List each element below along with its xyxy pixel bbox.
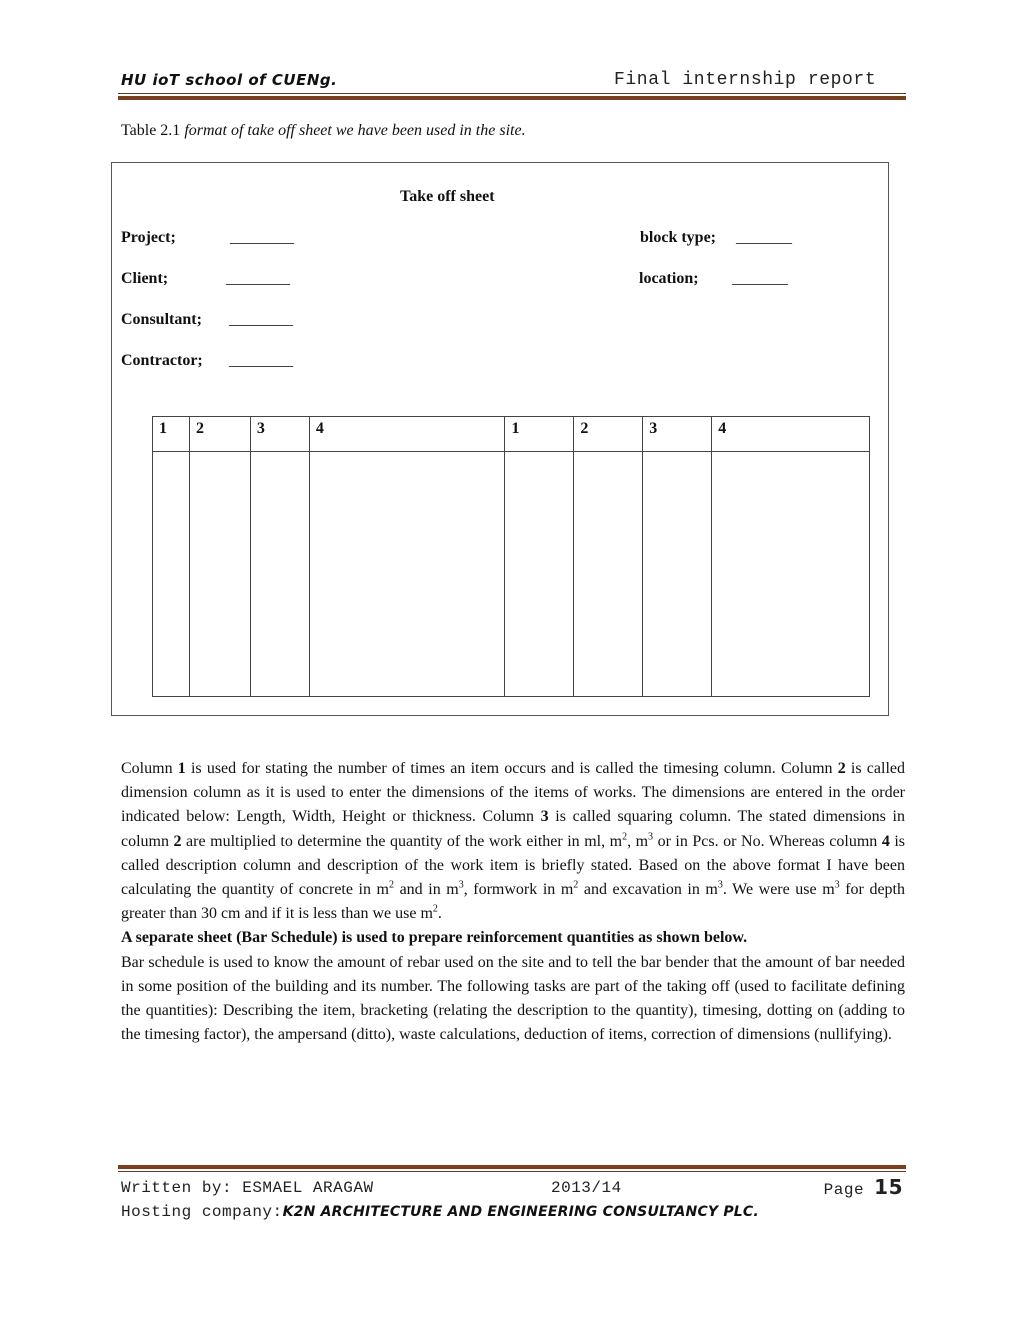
- footer-author: Written by: ESMAEL ARAGAW: [121, 1179, 374, 1197]
- bar-schedule-heading: [121, 926, 905, 950]
- header-rule-thick: [118, 96, 906, 100]
- contractor-blank: ________: [229, 352, 293, 369]
- table-cell: [643, 452, 712, 697]
- project-label: Project;: [121, 229, 176, 246]
- block-type-label: block type;: [640, 229, 716, 246]
- table-cell: [153, 452, 190, 697]
- table-caption: [121, 122, 526, 140]
- column-header-dimension: 2: [189, 417, 250, 452]
- footer-page-label: Page: [823, 1181, 865, 1199]
- table-cell: [505, 452, 574, 697]
- footer-line-1: [121, 1175, 905, 1199]
- footer-company-name: K2N ARCHITECTURE AND ENGINEERING CONSULTANCY PLC.: [282, 1204, 759, 1220]
- sheet-title: Take off sheet: [400, 188, 495, 205]
- caption-text: format of take off sheet we have been used in the site.: [184, 122, 526, 139]
- location-label: location;: [639, 270, 699, 287]
- footer-page: [824, 1175, 903, 1199]
- header-school-name: HU ioT school of CUENg.: [121, 71, 338, 89]
- footer-line-2: [121, 1203, 759, 1221]
- contractor-label: Contractor;: [121, 352, 203, 369]
- consultant-blank: ________: [229, 311, 293, 328]
- column-header-description: 4: [309, 417, 505, 452]
- table-cell: [189, 452, 250, 697]
- column-header-timesing: 1: [153, 417, 190, 452]
- column-header-dimension: 2: [574, 417, 643, 452]
- column-header-description: 4: [712, 417, 870, 452]
- header-rule-thin: [118, 93, 906, 94]
- table-cell: [574, 452, 643, 697]
- take-off-header-row: [153, 417, 870, 452]
- table-cell: [712, 452, 870, 697]
- bar-schedule-heading-text: A separate sheet (Bar Schedule) is used to prepare reinforcement quantities as shown below.: [121, 929, 748, 947]
- location-blank: _______: [732, 270, 788, 287]
- header-report-title: Final internship report: [614, 70, 877, 90]
- take-off-grid: [152, 416, 870, 697]
- footer-year: 2013/14: [551, 1179, 622, 1197]
- body-text: [121, 757, 905, 1047]
- client-blank: ________: [226, 270, 290, 287]
- footer-rule-thick: [118, 1165, 906, 1169]
- project-blank: ________: [230, 229, 294, 246]
- column-header-timesing: 1: [505, 417, 574, 452]
- footer-page-number: 15: [874, 1175, 903, 1199]
- column-explanation-paragraph: Column 1 is used for stating the number of times an item occurs and is called the timesing column. Column 2 is called dimension column as it is used to enter the dimensions of the items of works. The dimensions are entered in the order indicated below: Length, Width, Height or thickness. Column 3 is called squaring column. The stated dimensions in column 2 are multiplied to determine the quantity of the work either in ml, $m^2$, $m^3$ or in Pcs. or No. Whereas column 4 is called description column and description of the work item is briefly stated. Based on the above format I have been calculating the quantity of concrete in $m^2$ and in $m^3$, formwork in $m^2$ and excavation in $m^3$. We were use $m^3$ for depth greater than 30 cm and if it is less than we use $m^2$.: [121, 760, 906, 923]
- client-label: Client;: [121, 270, 169, 287]
- bar-schedule-paragraph: Bar schedule is used to know the amount of rebar used on the site and to tell the bar bender that the amount of bar needed in some position of the building and its number. The following tasks are part of the taking off (used to facilitate defining the quantities): Describing the item, bracketing (relating the description to the quantity), timesing, dotting on (adding to the timesing factor), the ampersand (ditto), waste calculations, deduction of items, correction of dimensions (nullifying).: [121, 953, 905, 1044]
- column-header-squaring: 3: [643, 417, 712, 452]
- table-cell: [250, 452, 309, 697]
- caption-prefix: Table 2.1: [121, 122, 185, 139]
- consultant-label: Consultant;: [121, 311, 202, 328]
- block-type-blank: _______: [736, 229, 792, 246]
- footer-hosting-label: Hosting company:: [121, 1203, 283, 1221]
- column-header-squaring: 3: [250, 417, 309, 452]
- table-cell: [309, 452, 505, 697]
- take-off-body-row: [153, 452, 870, 697]
- footer-rule-thin: [118, 1171, 906, 1172]
